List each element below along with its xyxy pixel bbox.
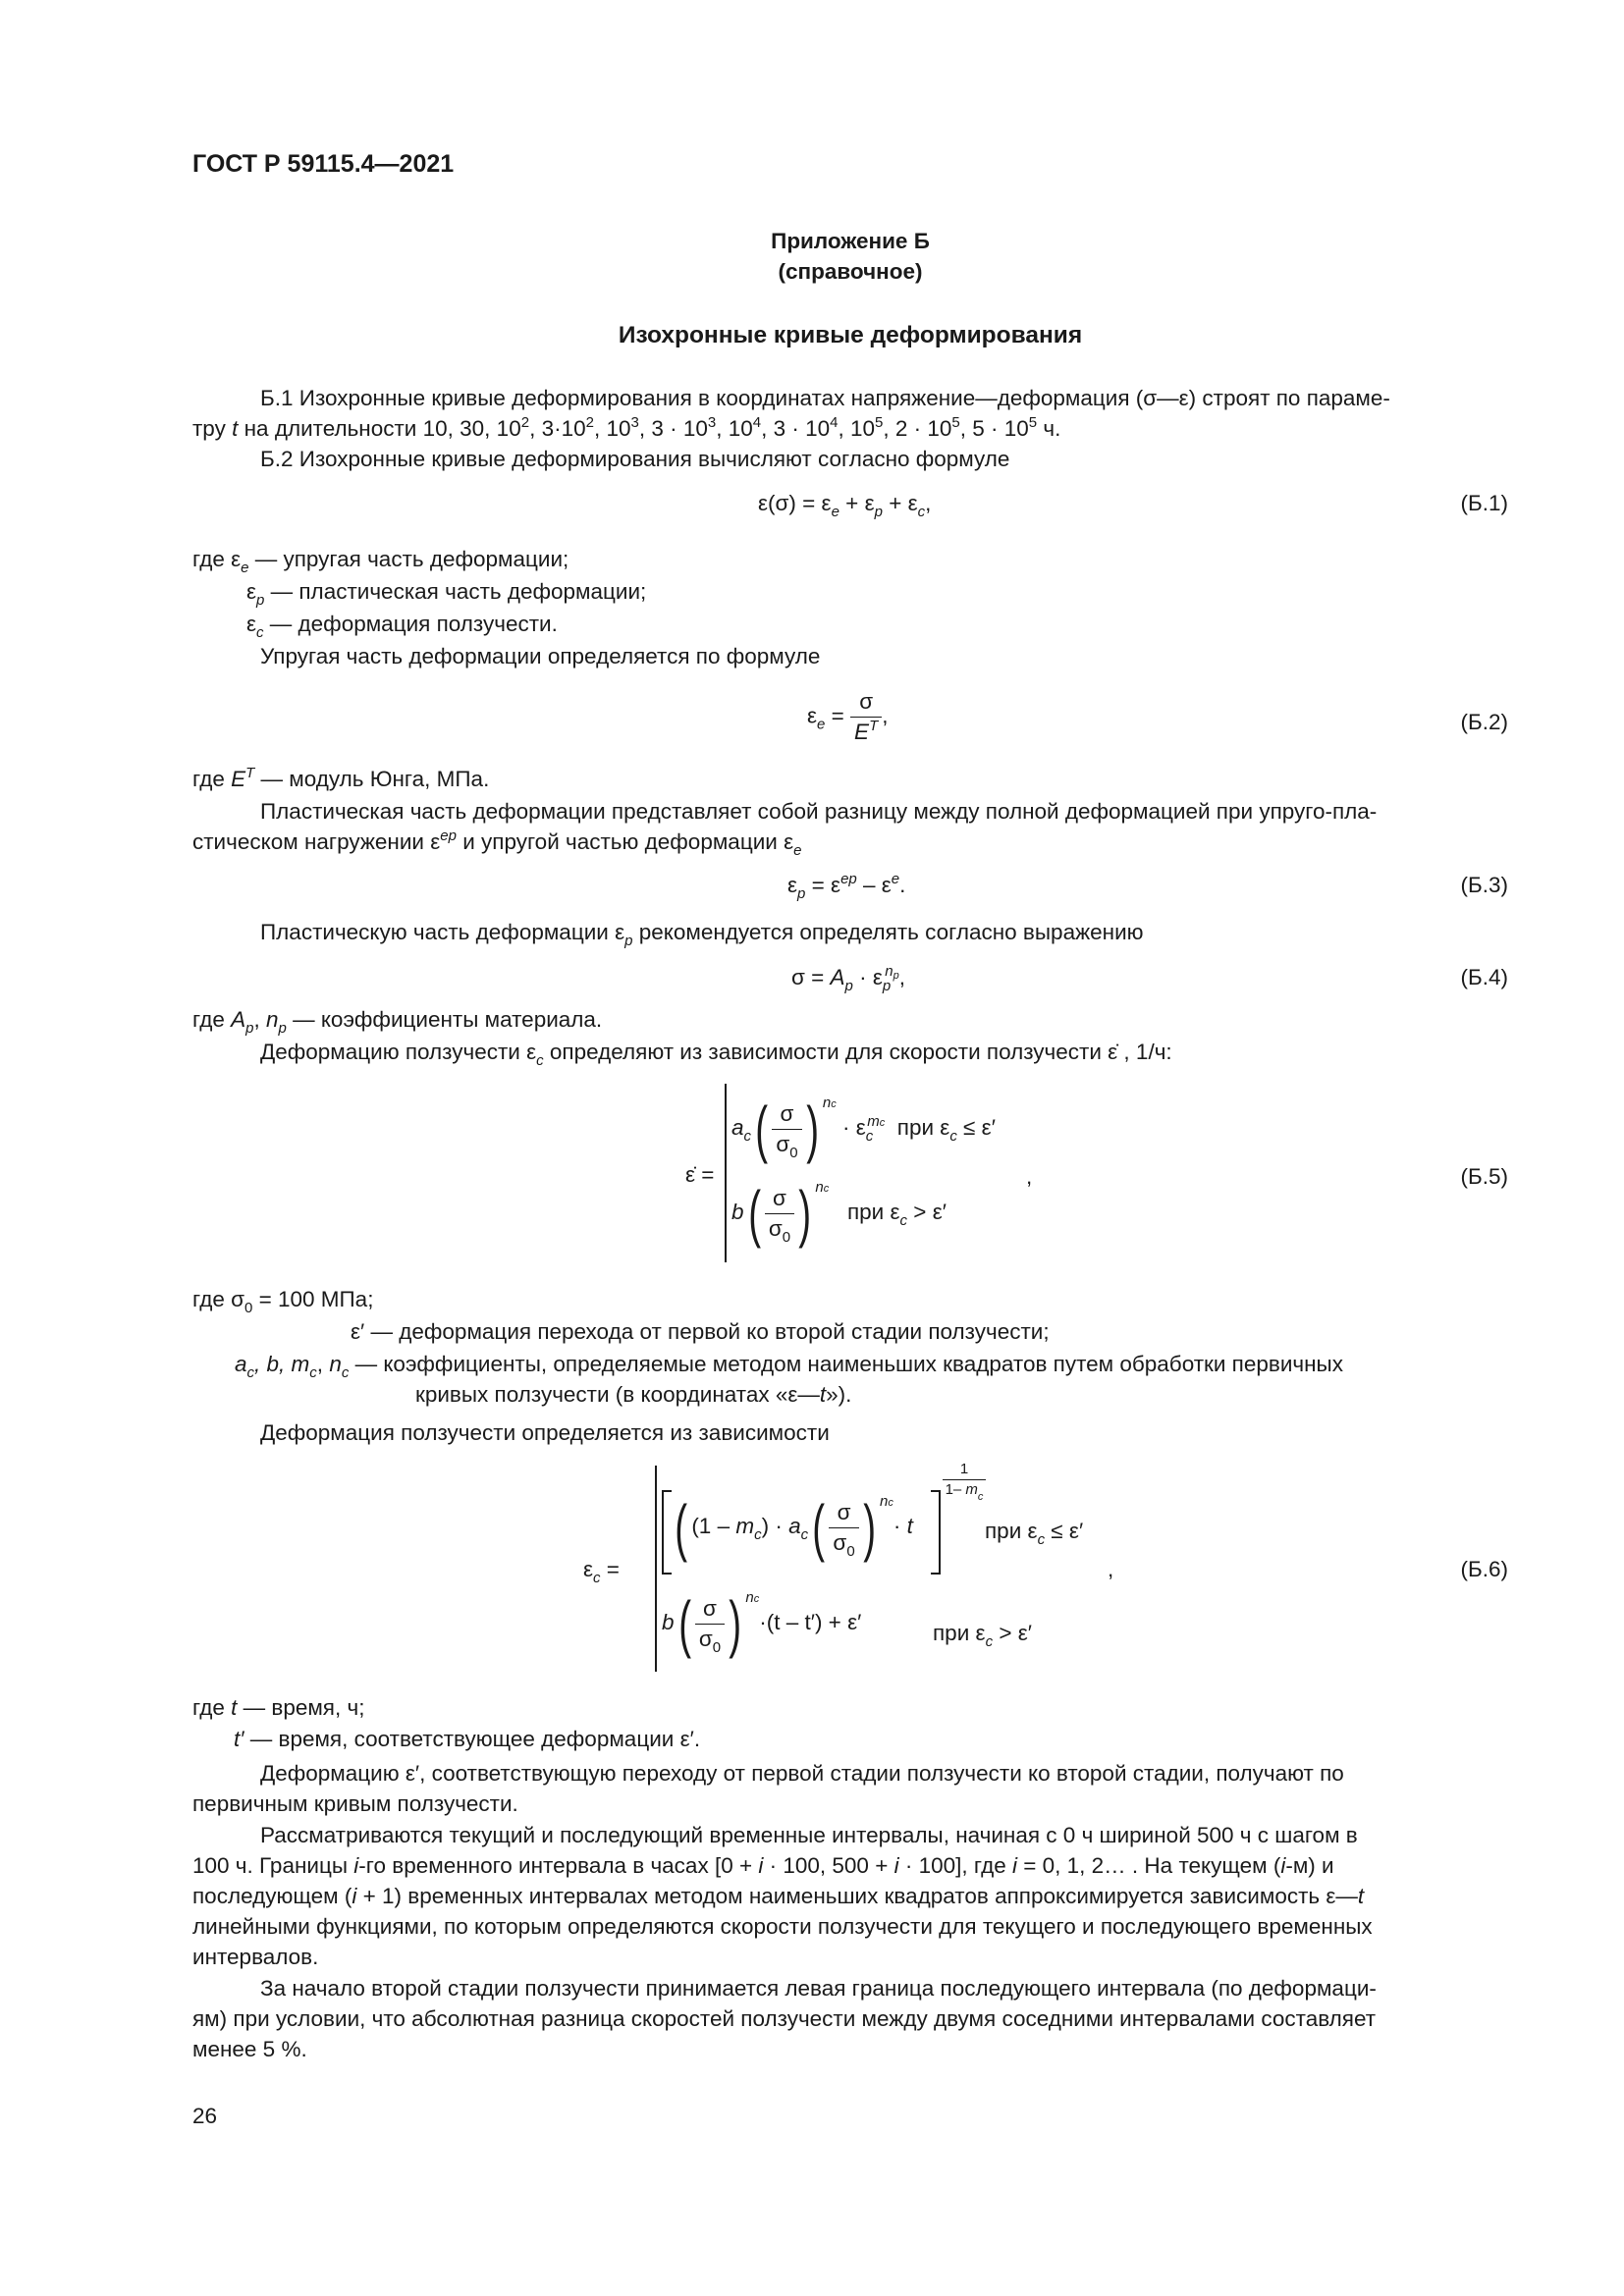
equation-number-b6: (Б.6) <box>1460 1557 1508 1581</box>
paragraph-intervals-line5: интервалов. <box>192 1945 319 1969</box>
equation-b4: $\sigma = A_p \cdot \varepsilon_p^{n_p}$, <box>791 963 905 994</box>
definition-sigma0: где $\sigma_0 = 100$ МПа; <box>192 1287 374 1316</box>
paragraph-second-stage-line2: ям) при условии, что абсолютная разница скоростей ползучести между двумя соседними интервалами составляет <box>192 2006 1377 2031</box>
definition-plastic: $\varepsilon_p$ — пластическая часть деформации; <box>246 579 647 609</box>
paragraph-b1: Б.1 Изохронные кривые деформирования в координатах напряжение—деформация (σ—ε) строят по параме- <box>260 386 1390 410</box>
definition-creep: $\varepsilon_c$ — деформация ползучести. <box>246 612 558 641</box>
paragraph-b1-line2: тру t на длительности 10, 30, $10^2$, $3\cdot 10^2$, $10^3$, $3 \cdot 10^3$, $10^4$, $3 \cdot 10^4$, $10^5$, $2 \cdot 10^5$, $5 \cdot 10^5$ ч. <box>192 414 1061 441</box>
right-square-bracket <box>931 1490 941 1575</box>
equation-number-b2: (Б.2) <box>1460 710 1508 734</box>
paragraph-intervals-line4: линейными функциями, по которым определяются скорости ползучести для текущего и последующего временных <box>192 1914 1373 1939</box>
paragraph-eps-prime-line2: первичным кривым ползучести. <box>192 1791 518 1816</box>
paragraph-creep-rate: Деформацию ползучести $\varepsilon_c$ определяют из зависимости для скорости ползучести ε̇ , 1/ч: <box>260 1040 1172 1069</box>
definition-creep-coefficients-line2: кривых ползучести (в координатах «ε—t»). <box>415 1382 852 1407</box>
equation-b3: $\varepsilon_p = \varepsilon^{ep} - \varepsilon^e$. <box>787 871 906 902</box>
equation-b5-case2: b( $\frac{\sigma}{\sigma_0}$ ) $^{nc}$ при $\varepsilon_c > \varepsilon'$ <box>731 1178 947 1249</box>
definition-eps-prime: ε′ — деформация перехода от первой ко второй стадии ползучести; <box>351 1319 1050 1344</box>
section-title: Изохронные кривые деформирования <box>618 322 1083 348</box>
paragraph-plastic-expression: Пластическую часть деформации $\varepsilon_p$ рекомендуется определять согласно выражению <box>260 920 1144 949</box>
appendix-title: Приложение Б <box>771 229 930 253</box>
equation-b6-condition1: при $\varepsilon_c \le \varepsilon'$ <box>985 1519 1084 1548</box>
equation-number-b4: (Б.4) <box>1460 965 1508 989</box>
fraction-sigma-over-e: $\frac{\sigma}{E^T}$ <box>850 687 882 747</box>
piecewise-bracket <box>655 1466 657 1672</box>
paragraph-eps-prime-line1: Деформацию ε′, соответствующую переходу от первой стадии ползучести ко второй стадии, получают по <box>260 1761 1344 1786</box>
definition-time: где t — время, ч; <box>192 1695 365 1720</box>
equation-b6-case2: b( $\frac{\sigma}{\sigma_0}$ ) $^{nc}$·(t – t′) + ε′ <box>662 1588 862 1659</box>
definition-material-coefficients: где $A_p$, $n_p$ — коэффициенты материала. <box>192 1007 603 1037</box>
equation-b6-case1: ( $(1 - m_c) \cdot a_c$( $\frac{\sigma}{\sigma_0}$ ) $^{nc}$· t <box>675 1492 913 1563</box>
document-code: ГОСТ Р 59115.4—2021 <box>192 150 455 178</box>
definition-time-prime: t′ — время, соответствующее деформации ε′. <box>234 1727 701 1751</box>
paragraph-intervals-line3: последующем (i + 1) временных интервалах методом наименьших квадратов аппроксимируется зависимость ε—t <box>192 1884 1365 1908</box>
piecewise-bracket <box>725 1084 727 1262</box>
definition-creep-coefficients: $a_c$, b, $m_c$, $n_c$ — коэффициенты, определяемые методом наименьших квадратов путем обработки первичных <box>235 1352 1343 1381</box>
paragraph-plastic-line2: стическом нагружении $\varepsilon^{ep}$ и упругой частью деформации $\varepsilon_e$ <box>192 828 802 859</box>
paragraph-b2: Б.2 Изохронные кривые деформирования вычисляют согласно формуле <box>260 447 1010 471</box>
paragraph-creep-strain: Деформация ползучести определяется из зависимости <box>260 1420 830 1445</box>
paragraph-plastic-line1: Пластическая часть деформации представляет собой разницу между полной деформацией при упруго-пла- <box>260 799 1378 824</box>
paragraph-second-stage-line3: менее 5 %. <box>192 2037 307 2061</box>
definition-young-modulus: где $E^T$ — модуль Юнга, МПа. <box>192 765 490 791</box>
equation-b6-condition2: при $\varepsilon_c > \varepsilon'$ <box>933 1621 1032 1650</box>
equation-b1: $\varepsilon(\sigma) = \varepsilon_e + \varepsilon_p + \varepsilon_c$, <box>758 491 932 520</box>
appendix-subtitle: (справочное) <box>778 259 923 284</box>
page-number: 26 <box>192 2104 218 2128</box>
equation-number-b3: (Б.3) <box>1460 873 1508 897</box>
equation-number-b1: (Б.1) <box>1460 491 1508 515</box>
paragraph-elastic-formula: Упругая часть деформации определяется по формуле <box>260 644 821 668</box>
equation-b2: $\varepsilon_e$ = $\frac{\sigma}{E^T}$ , <box>807 687 889 747</box>
paragraph-intervals-line1: Рассматриваются текущий и последующий временные интервалы, начиная с 0 ч шириной 500 ч с шагом в <box>260 1823 1358 1847</box>
paragraph-second-stage-line1: За начало второй стадии ползучести принимается левая граница последующего интервала (по деформаци- <box>260 1976 1377 2001</box>
equation-b5-case1: $a_c$( $\frac{\sigma}{\sigma_0}$ ) $^{nc} \cdot \varepsilon_c^{mc}$ при $\varepsilon_c \le \varepsilon'$ <box>731 1094 996 1164</box>
definition-elastic: где $\varepsilon_e$ — упругая часть деформации; <box>192 547 569 576</box>
equation-b6-exponent: 1 1– $m_c$ <box>943 1460 986 1500</box>
equation-number-b5: (Б.5) <box>1460 1164 1508 1189</box>
paragraph-intervals-line2: 100 ч. Границы i-го временного интервала в часах [0 + i · 100, 500 + i · 100], где i = 0, 1, 2… . На текущем (i-м) и <box>192 1853 1334 1878</box>
